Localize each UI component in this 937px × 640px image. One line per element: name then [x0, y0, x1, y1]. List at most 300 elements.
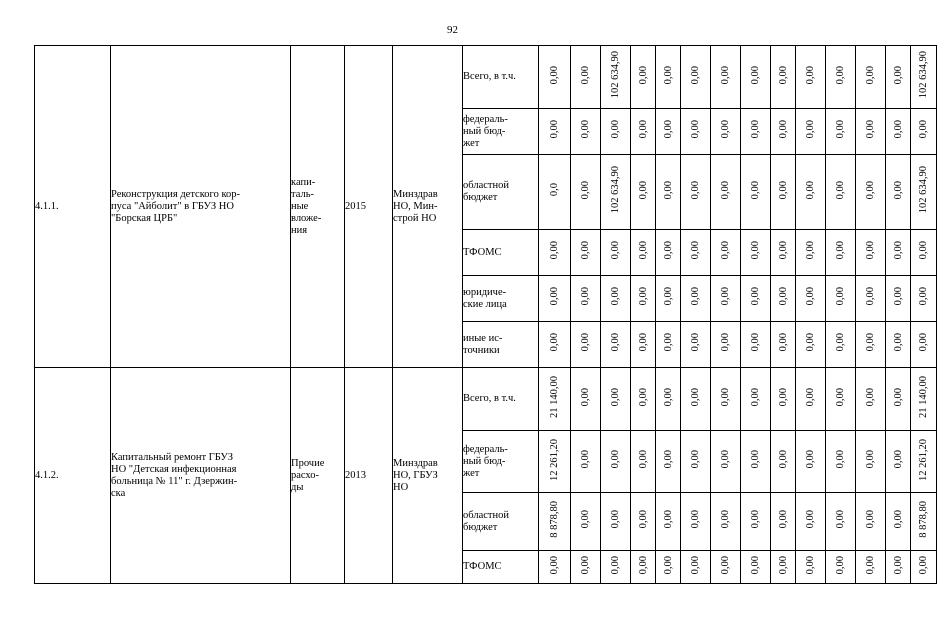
amount-cell	[711, 46, 741, 109]
amount-cell	[771, 322, 796, 368]
amount-cell	[539, 46, 571, 109]
amount-cell	[631, 431, 656, 493]
amount-value: 0,00	[750, 555, 761, 575]
amount-value: 0,00	[892, 555, 904, 575]
amount-value: 0,00	[805, 65, 816, 85]
amount-cell	[601, 276, 631, 322]
amount-value: 0,00	[777, 387, 789, 407]
amount-value: 0,00	[580, 333, 591, 352]
year: 2015	[345, 46, 393, 368]
funding-source-label: иные ис- точники	[463, 322, 539, 368]
amount-value: 0,00	[690, 65, 701, 85]
amount-cell	[826, 276, 856, 322]
amount-value: 0,00	[892, 241, 904, 260]
amount-value: 0,00	[662, 241, 674, 260]
amount-cell	[911, 109, 937, 155]
amount-cell	[571, 230, 601, 276]
amount-cell	[571, 46, 601, 109]
amount-cell	[681, 109, 711, 155]
amount-value: 0,00	[777, 241, 789, 260]
amount-cell	[796, 155, 826, 230]
amount-cell	[796, 493, 826, 551]
amount-value: 0,00	[750, 333, 761, 352]
amount-cell	[571, 155, 601, 230]
amount-value: 0,00	[835, 180, 846, 200]
amount-value: 0,00	[865, 555, 876, 575]
amount-value: 0,00	[549, 333, 560, 352]
amount-value: 0,00	[892, 287, 904, 306]
amount-value: 0,00	[637, 555, 649, 575]
amount-value: 0,00	[580, 555, 591, 575]
amount-value: 12 261,20	[918, 438, 929, 481]
amount-cell	[741, 322, 771, 368]
amount-cell	[711, 493, 741, 551]
amount-cell	[826, 109, 856, 155]
amount-cell	[826, 431, 856, 493]
amount-value: 0,00	[777, 287, 789, 306]
amount-value: 0,00	[865, 287, 876, 306]
amount-value: 0,00	[865, 65, 876, 85]
amount-value: 0,00	[865, 120, 876, 139]
amount-value: 0,00	[690, 450, 701, 469]
amount-value: 0,00	[580, 120, 591, 139]
amount-cell	[771, 551, 796, 584]
amount-cell	[656, 276, 681, 322]
amount-cell	[539, 368, 571, 431]
amount-value: 0,00	[610, 450, 621, 469]
executor: Минздрав НО, ГБУЗ НО	[393, 368, 463, 584]
page-number: 92	[447, 24, 458, 36]
funding-source-label: областной бюджет	[463, 155, 539, 230]
amount-cell	[796, 230, 826, 276]
amount-value: 0,00	[892, 65, 904, 85]
amount-cell	[856, 431, 886, 493]
amount-value: 0,00	[720, 387, 731, 407]
amount-value: 0,00	[637, 120, 649, 139]
amount-cell	[856, 493, 886, 551]
amount-value: 0,00	[580, 450, 591, 469]
amount-cell	[826, 155, 856, 230]
amount-cell	[571, 276, 601, 322]
amount-cell	[796, 109, 826, 155]
amount-value: 0,00	[580, 510, 591, 529]
amount-cell	[771, 276, 796, 322]
amount-value: 0,00	[580, 180, 591, 200]
amount-cell	[656, 493, 681, 551]
amount-value: 0,00	[918, 333, 929, 352]
amount-value: 0,00	[835, 120, 846, 139]
amount-cell	[631, 276, 656, 322]
amount-cell	[656, 230, 681, 276]
amount-value: 0,00	[865, 387, 876, 407]
amount-value: 0,00	[720, 65, 731, 85]
amount-cell	[911, 431, 937, 493]
amount-cell	[826, 551, 856, 584]
amount-value: 0,00	[892, 387, 904, 407]
amount-cell	[856, 109, 886, 155]
funding-source-label: ТФОМС	[463, 230, 539, 276]
amount-cell	[741, 551, 771, 584]
amount-cell	[771, 230, 796, 276]
amount-cell	[911, 368, 937, 431]
amount-cell	[796, 368, 826, 431]
amount-cell	[911, 155, 937, 230]
amount-value: 0,00	[549, 241, 560, 260]
amount-cell	[911, 46, 937, 109]
amount-value: 0,00	[777, 510, 789, 529]
amount-cell	[911, 276, 937, 322]
amount-cell	[711, 155, 741, 230]
amount-value: 0,00	[662, 510, 674, 529]
amount-cell	[771, 109, 796, 155]
amount-cell	[656, 368, 681, 431]
amount-cell	[796, 322, 826, 368]
amount-value: 21 140,00	[918, 376, 929, 418]
amount-cell	[796, 551, 826, 584]
amount-value: 0,00	[835, 510, 846, 529]
amount-value: 0,00	[690, 241, 701, 260]
amount-cell	[911, 493, 937, 551]
amount-value: 102 634,90	[610, 51, 621, 99]
amount-value: 0,00	[580, 241, 591, 260]
item-code: 4.1.2.	[35, 368, 111, 584]
amount-cell	[601, 431, 631, 493]
amount-value: 0,00	[662, 120, 674, 139]
amount-cell	[601, 230, 631, 276]
amount-value: 0,00	[777, 180, 789, 200]
cost-type: Прочие расхо- ды	[291, 368, 345, 584]
amount-value: 0,00	[610, 555, 621, 575]
amount-cell	[631, 46, 656, 109]
amount-value: 0,00	[720, 241, 731, 260]
amount-cell	[601, 46, 631, 109]
amount-value: 0,00	[892, 120, 904, 139]
amount-cell	[771, 368, 796, 431]
amount-cell	[771, 46, 796, 109]
funding-source-label: Всего, в т.ч.	[463, 46, 539, 109]
funding-source-label: областной бюджет	[463, 493, 539, 551]
amount-value: 0,00	[690, 387, 701, 407]
amount-value: 0,00	[610, 333, 621, 352]
amount-cell	[711, 109, 741, 155]
amount-value: 0,00	[865, 450, 876, 469]
amount-value: 0,00	[690, 180, 701, 200]
amount-cell	[886, 276, 911, 322]
amount-value: 0,00	[637, 65, 649, 85]
amount-value: 0,00	[805, 180, 816, 200]
amount-value: 0,00	[750, 180, 761, 200]
amount-value: 12 261,20	[549, 438, 560, 481]
amount-cell	[631, 155, 656, 230]
amount-cell	[741, 230, 771, 276]
amount-cell	[711, 322, 741, 368]
amount-cell	[539, 431, 571, 493]
year: 2013	[345, 368, 393, 584]
amount-value: 0,00	[777, 333, 789, 352]
amount-cell	[886, 493, 911, 551]
amount-cell	[681, 493, 711, 551]
amount-cell	[771, 493, 796, 551]
amount-cell	[886, 155, 911, 230]
amount-value: 0,00	[637, 180, 649, 200]
amount-value: 0,00	[637, 450, 649, 469]
amount-value: 0,00	[865, 333, 876, 352]
amount-cell	[856, 551, 886, 584]
amount-cell	[826, 46, 856, 109]
amount-value: 0,00	[750, 120, 761, 139]
funding-source-label: юридиче- ские лица	[463, 276, 539, 322]
amount-value: 0,00	[777, 555, 789, 575]
amount-value: 0,00	[690, 120, 701, 139]
amount-value: 0,00	[549, 555, 560, 575]
amount-value: 0,0	[549, 183, 560, 197]
amount-value: 0,00	[805, 510, 816, 529]
item-name: Капитальный ремонт ГБУЗ НО "Детская инфекционная больница № 11" г. Дзержин- ска	[111, 368, 291, 584]
amount-value: 0,00	[865, 241, 876, 260]
amount-value: 0,00	[805, 241, 816, 260]
amount-cell	[741, 431, 771, 493]
amount-cell	[796, 431, 826, 493]
amount-cell	[539, 230, 571, 276]
amount-value: 0,00	[580, 387, 591, 407]
amount-cell	[656, 46, 681, 109]
table-row	[35, 368, 937, 431]
amount-value: 0,00	[805, 555, 816, 575]
amount-value: 0,00	[662, 555, 674, 575]
amount-cell	[886, 109, 911, 155]
amount-cell	[656, 109, 681, 155]
amount-cell	[681, 155, 711, 230]
amount-cell	[571, 368, 601, 431]
amount-value: 0,00	[637, 510, 649, 529]
amount-cell	[601, 551, 631, 584]
amount-cell	[741, 155, 771, 230]
amount-value: 0,00	[637, 241, 649, 260]
amount-cell	[856, 155, 886, 230]
amount-cell	[656, 551, 681, 584]
amount-cell	[741, 493, 771, 551]
amount-value: 0,00	[610, 287, 621, 306]
amount-cell	[681, 368, 711, 431]
amount-value: 0,00	[720, 287, 731, 306]
amount-cell	[681, 431, 711, 493]
amount-cell	[571, 551, 601, 584]
item-name: Реконструкция детского кор- пуса "Айболит" в ГБУЗ НО "Борская ЦРБ"	[111, 46, 291, 368]
amount-cell	[571, 431, 601, 493]
amount-value: 8 878,80	[549, 501, 560, 538]
amount-cell	[631, 493, 656, 551]
amount-value: 0,00	[865, 180, 876, 200]
amount-cell	[681, 276, 711, 322]
amount-value: 0,00	[662, 333, 674, 352]
funding-source-label: ТФОМС	[463, 551, 539, 584]
amount-value: 0,00	[835, 555, 846, 575]
amount-cell	[886, 431, 911, 493]
amount-cell	[631, 322, 656, 368]
amount-cell	[571, 322, 601, 368]
amount-value: 0,00	[690, 287, 701, 306]
amount-value: 0,00	[637, 333, 649, 352]
funding-source-label: федераль- ный бюд- жет	[463, 431, 539, 493]
amount-cell	[771, 155, 796, 230]
amount-value: 0,00	[750, 65, 761, 85]
amount-cell	[539, 493, 571, 551]
amount-value: 0,00	[720, 180, 731, 200]
amount-cell	[656, 155, 681, 230]
amount-cell	[539, 276, 571, 322]
amount-value: 0,00	[610, 510, 621, 529]
amount-cell	[539, 551, 571, 584]
amount-value: 0,00	[549, 65, 560, 85]
amount-cell	[796, 46, 826, 109]
amount-cell	[886, 230, 911, 276]
amount-value: 0,00	[750, 510, 761, 529]
amount-cell	[601, 109, 631, 155]
amount-value: 0,00	[720, 450, 731, 469]
amount-value: 0,00	[610, 387, 621, 407]
amount-cell	[856, 46, 886, 109]
amount-value: 0,00	[662, 450, 674, 469]
amount-value: 0,00	[662, 287, 674, 306]
amount-value: 0,00	[549, 120, 560, 139]
amount-value: 0,00	[580, 287, 591, 306]
amount-value: 0,00	[835, 333, 846, 352]
amount-value: 102 634,90	[610, 166, 621, 214]
amount-value: 0,00	[637, 287, 649, 306]
amount-cell	[856, 230, 886, 276]
amount-value: 0,00	[750, 287, 761, 306]
amount-cell	[631, 368, 656, 431]
amount-cell	[826, 368, 856, 431]
amount-cell	[681, 551, 711, 584]
amount-value: 0,00	[835, 287, 846, 306]
amount-value: 0,00	[805, 387, 816, 407]
amount-cell	[631, 109, 656, 155]
amount-cell	[539, 322, 571, 368]
amount-cell	[601, 493, 631, 551]
cost-type: капи- таль- ные вложе- ния	[291, 46, 345, 368]
amount-value: 0,00	[918, 555, 929, 575]
amount-cell	[771, 431, 796, 493]
amount-cell	[741, 46, 771, 109]
amount-value: 0,00	[777, 450, 789, 469]
amount-value: 0,00	[720, 333, 731, 352]
amount-value: 102 634,90	[918, 166, 929, 214]
amount-value: 8 878,80	[918, 501, 929, 538]
amount-cell	[886, 46, 911, 109]
amount-value: 0,00	[805, 120, 816, 139]
amount-cell	[681, 322, 711, 368]
amount-value: 0,00	[865, 510, 876, 529]
funding-source-label: Всего, в т.ч.	[463, 368, 539, 431]
amount-cell	[711, 276, 741, 322]
amount-cell	[601, 322, 631, 368]
amount-cell	[571, 109, 601, 155]
amount-value: 0,00	[835, 450, 846, 469]
executor: Минздрав НО, Мин- строй НО	[393, 46, 463, 368]
amount-cell	[741, 368, 771, 431]
amount-value: 0,00	[750, 387, 761, 407]
amount-cell	[856, 322, 886, 368]
amount-cell	[886, 551, 911, 584]
amount-value: 0,00	[805, 333, 816, 352]
amount-cell	[796, 276, 826, 322]
amount-value: 21 140,00	[549, 376, 560, 418]
amount-cell	[741, 276, 771, 322]
amount-value: 0,00	[610, 241, 621, 260]
amount-value: 0,00	[835, 241, 846, 260]
amount-cell	[681, 46, 711, 109]
amount-cell	[571, 493, 601, 551]
amount-cell	[886, 368, 911, 431]
amount-cell	[826, 230, 856, 276]
amount-cell	[656, 431, 681, 493]
amount-value: 102 634,90	[918, 51, 929, 99]
item-code: 4.1.1.	[35, 46, 111, 368]
amount-cell	[711, 368, 741, 431]
amount-value: 0,00	[918, 287, 929, 306]
amount-value: 0,00	[892, 180, 904, 200]
amount-value: 0,00	[720, 120, 731, 139]
amount-value: 0,00	[805, 450, 816, 469]
amount-value: 0,00	[720, 510, 731, 529]
amount-cell	[826, 322, 856, 368]
amount-cell	[631, 551, 656, 584]
amount-cell	[711, 551, 741, 584]
amount-cell	[601, 368, 631, 431]
amount-value: 0,00	[720, 555, 731, 575]
budget-table	[34, 45, 937, 584]
amount-value: 0,00	[690, 333, 701, 352]
amount-cell	[539, 109, 571, 155]
amount-value: 0,00	[580, 65, 591, 85]
amount-value: 0,00	[690, 510, 701, 529]
amount-value: 0,00	[835, 65, 846, 85]
table-row	[35, 46, 937, 109]
amount-value: 0,00	[777, 120, 789, 139]
amount-cell	[856, 276, 886, 322]
amount-value: 0,00	[750, 241, 761, 260]
amount-cell	[911, 230, 937, 276]
amount-value: 0,00	[690, 555, 701, 575]
funding-source-label: федераль- ный бюд- жет	[463, 109, 539, 155]
amount-value: 0,00	[892, 450, 904, 469]
amount-value: 0,00	[750, 450, 761, 469]
amount-cell	[656, 322, 681, 368]
amount-cell	[711, 230, 741, 276]
amount-value: 0,00	[892, 510, 904, 529]
amount-cell	[601, 155, 631, 230]
amount-value: 0,00	[892, 333, 904, 352]
amount-value: 0,00	[777, 65, 789, 85]
amount-cell	[711, 431, 741, 493]
amount-value: 0,00	[610, 120, 621, 139]
amount-cell	[631, 230, 656, 276]
amount-value: 0,00	[918, 241, 929, 260]
amount-value: 0,00	[918, 120, 929, 139]
amount-value: 0,00	[805, 287, 816, 306]
amount-value: 0,00	[835, 387, 846, 407]
amount-cell	[911, 322, 937, 368]
amount-cell	[886, 322, 911, 368]
amount-cell	[539, 155, 571, 230]
amount-cell	[681, 230, 711, 276]
amount-value: 0,00	[662, 65, 674, 85]
amount-value: 0,00	[637, 387, 649, 407]
amount-value: 0,00	[662, 180, 674, 200]
amount-cell	[826, 493, 856, 551]
amount-value: 0,00	[549, 287, 560, 306]
